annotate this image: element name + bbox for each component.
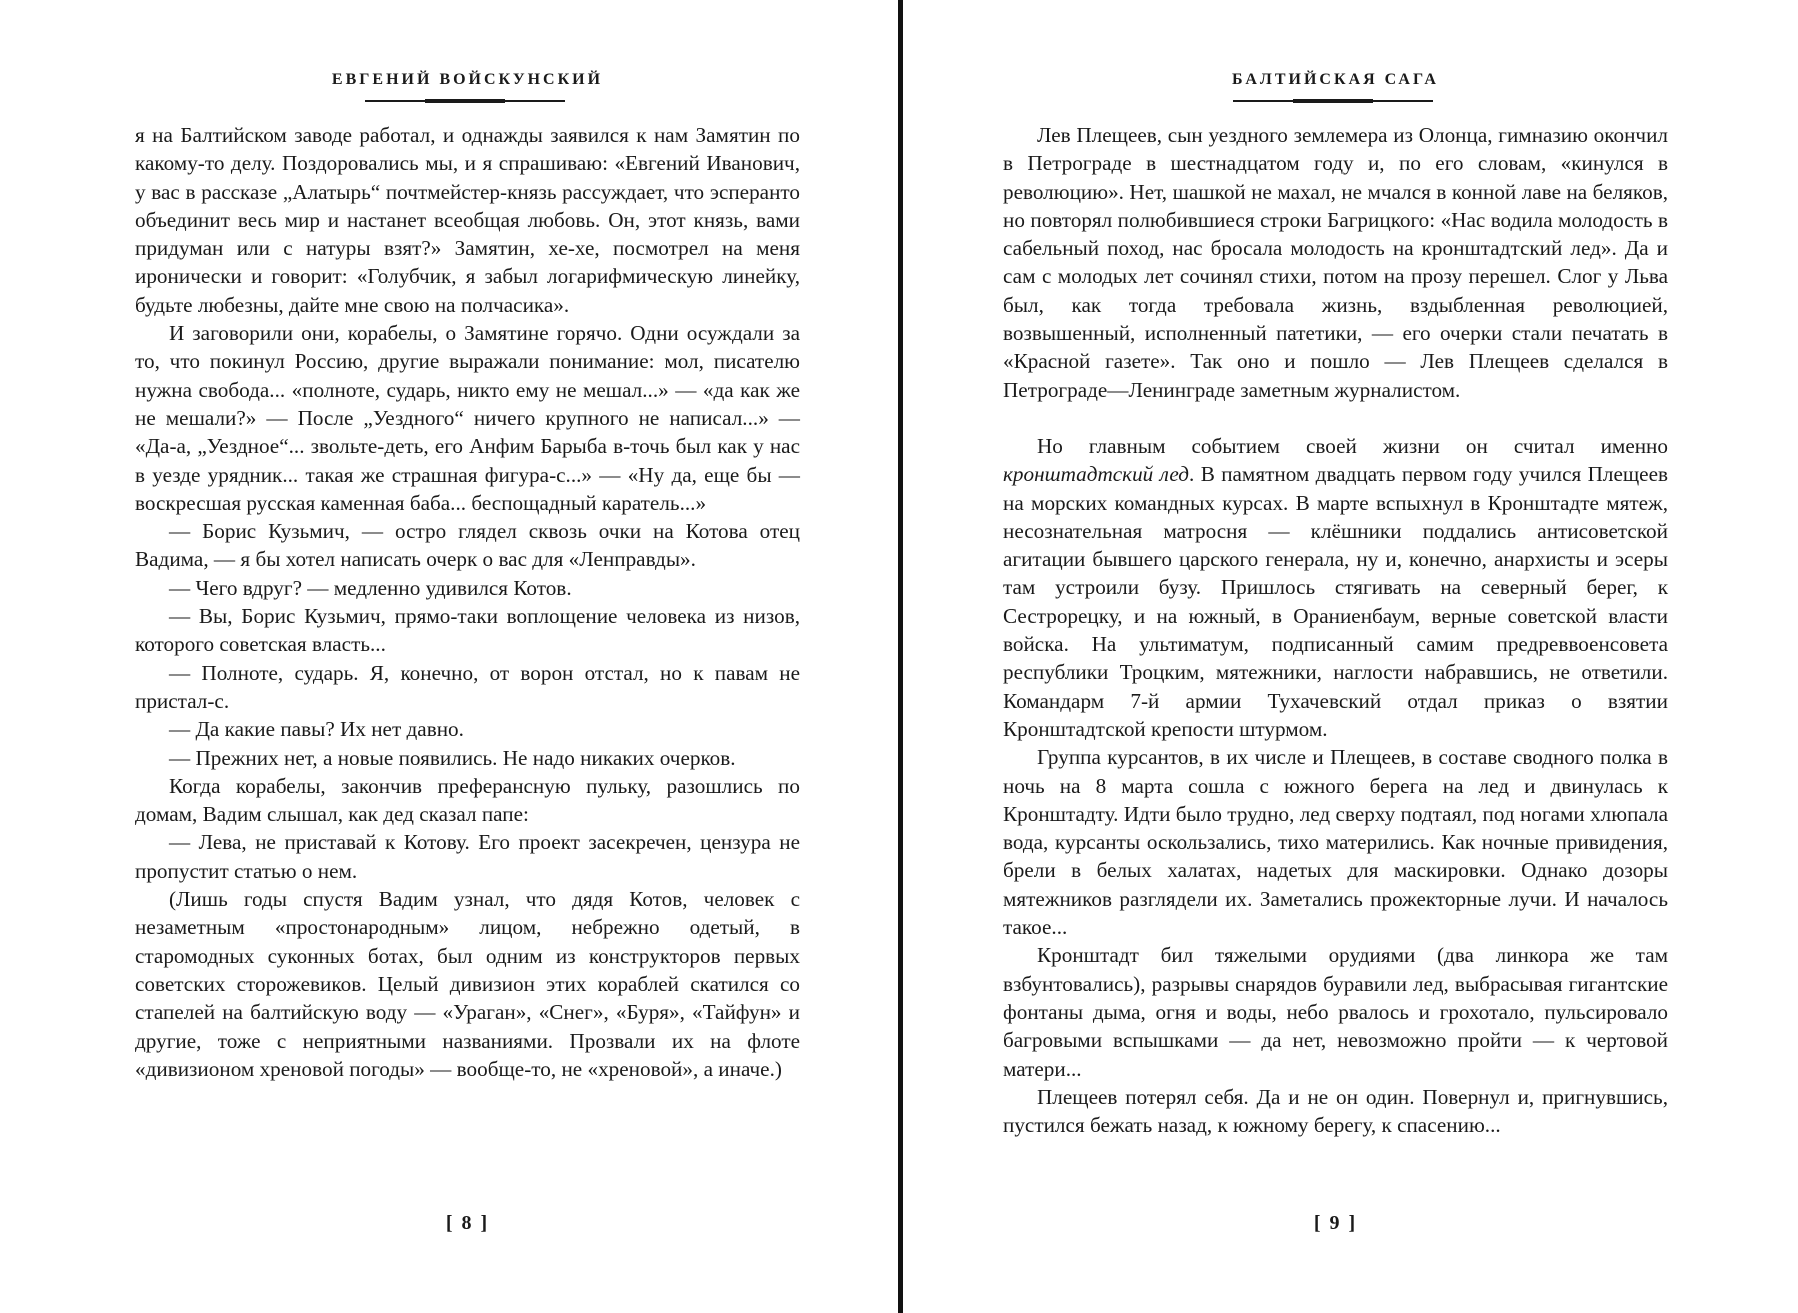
right-page	[903, 0, 1798, 1313]
header-rule	[1233, 100, 1433, 102]
paragraph: — Лева, не приставай к Котову. Его проект засекречен, цензура не пропустит статью о нем.	[135, 830, 800, 883]
paragraph: Лев Плещеев, сын уездного землемера из Олонца, гимназию окончил в Петрограде в шестнадцатом году и, по его словам, «кинулся в революцию». Нет, шашкой не махал, не мчался в конной лаве на беляков, но повторял полюбившиеся строки Багрицкого: «Нас водила молодость в сабельный поход, нас бросала молодость на кронштадтский лед». Да и сам с молодых лет сочинял стихи, потом на прозу перешел. Слог у Льва был, как тогда требовала жизнь, вздыбленная революцией, возвышенный, исполненный патетики, — его очерки стали печатать в «Красной газете». Так оно и пошло — Лев Плещеев сделался в Петрограде—Ленинграде заметным журналистом.	[1003, 123, 1668, 402]
paragraph: — Да какие павы? Их нет давно.	[169, 717, 464, 742]
paragraph: — Полноте, сударь. Я, конечно, от ворон отстал, но к павам не пристал-с.	[135, 660, 800, 713]
page-number: [ 8 ]	[445, 1212, 490, 1234]
running-head-title: БАЛТИЙСКАЯ САГА	[1232, 71, 1439, 88]
paragraph: (Лишь годы спустя Вадим узнал, что дядя Котов, человек с незаметным «простонародным» лицом, небрежно одетый, в старомодных суконных ботах, был одним из конструкторов первых советских сторожевиков. Целый дивизион этих кораблей скатился со стапелей на балтийскую воду — «Ураган», «Снег», «Буря», «Тайфун» и другие, тоже с неприятными названиями. Прозвали их на флоте «дивизионом хреновой погоды» — вообще-то, не «хреновой», а иначе.)	[135, 887, 800, 1081]
paragraph-text: Но главным событием своей жизни он считал именно	[1037, 433, 1668, 458]
paragraph: — Борис Кузьмич, — остро глядел сквозь очки на Котова отец Вадима, — я бы хотел написать очерк о вас для «Ленправды».	[135, 519, 800, 572]
paragraph: Кронштадт бил тяжелыми орудиями (два линкора же там взбунтовались), разрывы снарядов буравили лед, выбрасывая гигантские фонтаны дыма, огня и воды, небо рвалось и грохотало, пульсировало багровыми вспышками — да нет, невозможно пройти — к чертовой матери...	[1003, 943, 1668, 1081]
right-page-text	[1003, 121, 1668, 1139]
left-page	[0, 0, 898, 1313]
paragraph	[1003, 432, 1668, 743]
paragraph: Когда корабелы, закончив преферансную пульку, разошлись по домам, Вадим слышал, как дед сказал папе:	[135, 773, 800, 827]
emphasis-text: кронштадтский лед	[1003, 462, 1190, 487]
header-rule	[365, 100, 565, 102]
paragraph: я на Балтийском заводе работал, и однажды заявился к нам Замятин по какому-то делу. Поздоровались мы, и я спрашиваю: «Евгений Иванович, у вас в рассказе „Алатырь“ почтмейстер-князь рассуждает, что эсперанто объединит весь мир и настанет всеобщая любовь. Он, этот князь, вами придуман или с натуры взят?» Замятин, хе-хе, посмотрел на меня иронически и говорит: «Голубчик, я забыл логарифмическую линейку, будьте любезны, дайте мне свою на полчасика».	[135, 123, 800, 317]
paragraph: Группа курсантов, в их числе и Плещеев, в составе сводного полка в ночь на 8 марта сошла с южного берега на лед и двинулась к Кронштадту. Идти было трудно, лед сверху подтаял, под ногами хлюпала вода, курсанты оскользались, тихо матерились. Как ночные привидения, брели в белых халатах, надетых для маскировки. Однако дозоры мятежников разглядели их. Заметались прожекторные лучи. И началось такое...	[1003, 745, 1668, 940]
running-head-author: ЕВГЕНИЙ ВОЙСКУНСКИЙ	[331, 71, 604, 88]
paragraph: — Прежних нет, а новые появились. Не надо никаких очерков.	[169, 745, 736, 770]
paragraph: — Чего вдруг? — медленно удивился Котов.	[169, 575, 572, 600]
paragraph: Плещеев потерял себя. Да и не он один. Повернул и, пригнувшись, пустился бежать назад, к южному берегу, к спасению...	[1003, 1084, 1668, 1138]
paragraph-text: . В памятном двадцать первом году учился Плещеев на морских командных курсах. В марте вспыхнул в Кронштадте мятеж, несознательная матросня — клёшники поддались антисоветской агитации бывшего царского генерала, ну и, конечно, анархисты и эсеры там устроили бузу. Пришлось стягивать на северный берег, к Сестрорецку, и на южный, в Ораниенбаум, верные советской власти войска. На ультиматум, подписанный самим предреввоенсовета республики Троцким, мятежники, наглости набравшись, не ответили. Командарм 7-й армии Тухачевский отдал приказ о взятии Кронштадтской крепости штурмом.	[1003, 462, 1668, 741]
paragraph: И заговорили они, корабелы, о Замятине горячо. Одни осуждали за то, что покинул Россию, другие выражали понимание: мол, писателю нужна свобода... «полноте, сударь, никто ему не мешал...» — «да как же не мешали?» — После „Уездного“ ничего крупного не написал...» — «Да-а, „Уездное“... звольте-деть, его Анфим Барыба в-точь был как у нас в уезде урядник... такая же страшная фигура-с...» — «Ну да, еще бы — воскресшая русская каменная баба... беспощадный каратель...»	[135, 321, 800, 515]
paragraph: — Вы, Борис Кузьмич, прямо-таки воплощение человека из низов, которого советская власть...	[135, 604, 800, 657]
page-number: [ 9 ]	[1313, 1212, 1358, 1234]
left-page-text	[135, 121, 800, 1083]
